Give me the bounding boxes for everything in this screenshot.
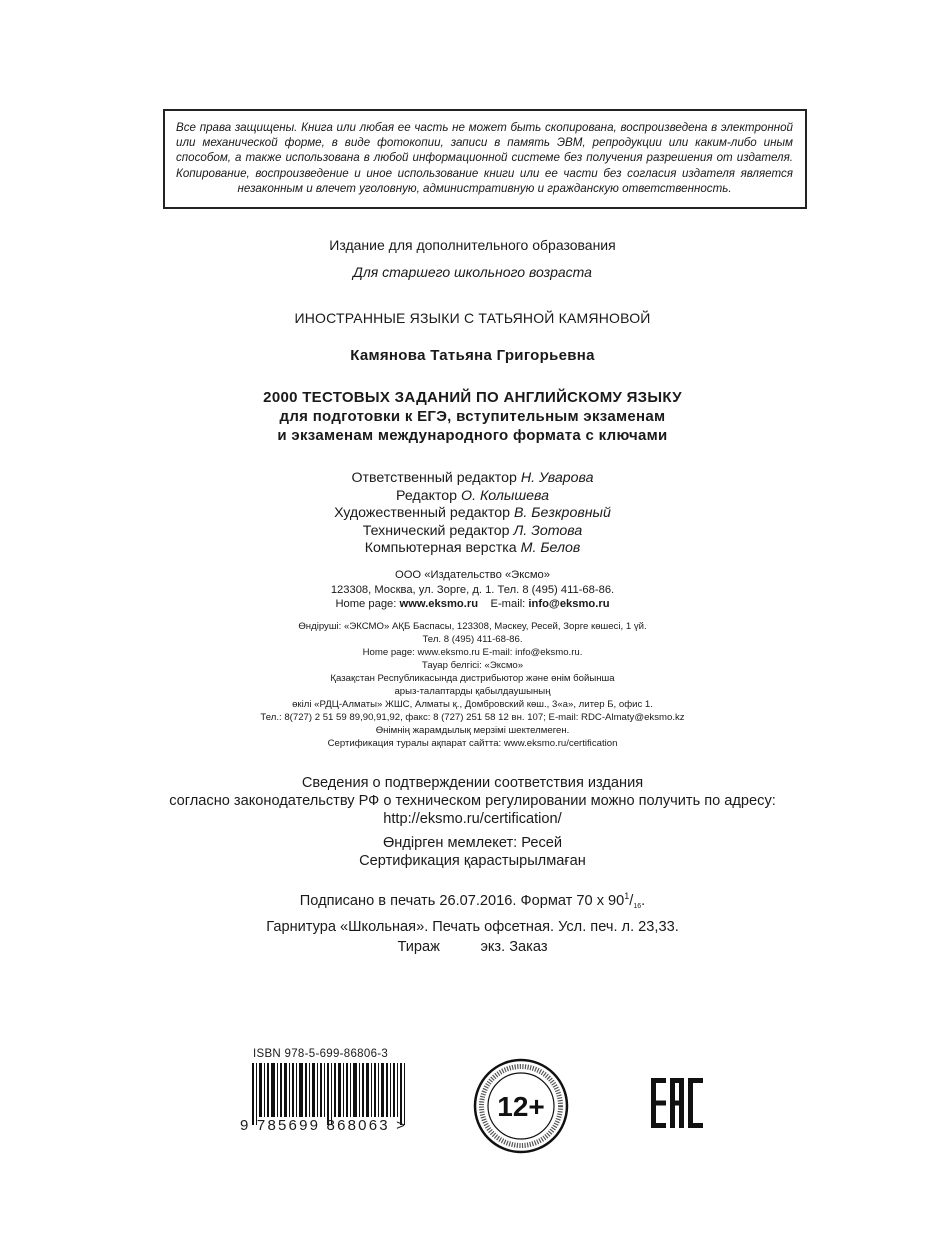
origin-info xyxy=(0,834,945,870)
credit-role: Художественный редактор xyxy=(334,505,510,521)
age-rating-text: 12+ xyxy=(497,1091,545,1122)
kz-info-line: Өндіруші: «ЭКСМО» АҚБ Баспасы, 123308, Мәскеу, Ресей, Зорге көшесі, 1 үй. xyxy=(298,621,647,632)
edition-type: Издание для дополнительного образования xyxy=(329,237,616,253)
publisher-info xyxy=(0,568,945,612)
print-details xyxy=(0,886,945,957)
email-label: E-mail: xyxy=(490,598,526,610)
author-name: Камянова Татьяна Григорьевна xyxy=(350,347,595,364)
book-title-line: для подготовки к ЕГЭ, вступительным экзаменам xyxy=(279,408,666,425)
print-line-text: Подписано в печать 26.07.2016. Формат 70 x 90 xyxy=(299,893,625,909)
print-line-typeface: Гарнитура «Школьная». Печать офсетная. Усл. печ. л. 23,33. xyxy=(266,919,679,935)
home-page-label: Home page: xyxy=(335,598,397,610)
credits-list xyxy=(0,470,945,558)
certification-line: http://eksmo.ru/certification/ xyxy=(383,811,562,827)
credit-line xyxy=(0,488,945,506)
credit-name: Н. Уварова xyxy=(520,470,594,486)
publisher-address: 123308, Москва, ул. Зорге, д. 1. Тел. 8 (495) 411-68-86. xyxy=(330,583,615,596)
credit-name: О. Колышева xyxy=(461,487,549,504)
credit-role: Ответственный редактор xyxy=(351,470,517,486)
credit-line xyxy=(0,470,945,488)
email-address: info@eksmo.ru xyxy=(528,598,610,610)
format-denominator: 16 xyxy=(633,903,642,910)
kz-info-line: Сертификация туралы ақпарат сайтта: www.eksmo.ru/certification xyxy=(327,738,618,749)
certification-line: согласно законодательству РФ о техническом регулировании можно получить по адресу: xyxy=(169,793,776,809)
book-title-line: 2000 ТЕСТОВЫХ ЗАДАНИЙ ПО АНГЛИЙСКОМУ ЯЗЫКУ xyxy=(263,389,682,406)
kazakhstan-distributor-info xyxy=(0,620,945,750)
print-line-signed: Подписано в печать 26.07.2016. Формат 70 x $90^1/_{16}$. xyxy=(299,891,646,910)
book-title xyxy=(0,388,945,445)
copyright-notice-text: Все права защищены. Книга или любая ее часть не может быть скопирована, воспроизведена в электронной или механической форме, в виде фотокопии, записи в память ЭВМ, репродукции или каким-либо иным способом, а также использована в любой информационной системе без получения разрешения от издателя. Копирование, воспроизведение и иное использование книги или ее части без согласия издателя является незаконным и влечет уголовную, административную и гражданскую ответственность. xyxy=(176,121,793,195)
credit-line xyxy=(0,523,945,541)
home-page-url: www.eksmo.ru xyxy=(399,598,479,610)
credit-role: Технический редактор xyxy=(362,522,510,539)
kz-info-line: Қазақстан Республикасында дистрибьютор және өнім бойынша xyxy=(330,673,615,684)
kz-info-line: Өнімнің жарамдылық мерзімі шектелмеген. xyxy=(375,725,570,736)
copyright-notice-box xyxy=(163,109,807,209)
isbn-barcode xyxy=(252,1063,412,1125)
certification-info xyxy=(0,774,945,828)
age-group: Для старшего школьного возраста xyxy=(353,264,592,280)
series-name: ИНОСТРАННЫЕ ЯЗЫКИ С ТАТЬЯНОЙ КАМЯНОВОЙ xyxy=(294,310,651,326)
kz-info-line: Тауар белгісі: «Эксмо» xyxy=(421,660,524,671)
print-order-label: экз. Заказ xyxy=(480,939,548,955)
barcode-digits: 9 785699 868063 > xyxy=(240,1117,408,1134)
format-numerator: 1 xyxy=(624,891,630,901)
kz-info-line: Тел. 8 (495) 411-68-86. xyxy=(422,634,523,645)
certification-line: Сведения о подтверждении соответствия издания xyxy=(301,775,644,791)
kz-info-line: өкілі «РДЦ-Алматы» ЖШС, Алматы қ., Домбровский көш., 3«а», литер Б, офис 1. xyxy=(292,699,653,710)
book-title-line: и экзаменам международного формата с ключами xyxy=(277,427,668,444)
origin-line: Өндірген мемлекет: Ресей xyxy=(382,835,563,851)
kz-info-line: Тел.: 8(727) 2 51 59 89,90,91,92, факс: 8 (727) 251 58 12 вн. 107; E-mail: RDC-Almaty@eksmo.kz xyxy=(260,712,685,723)
print-line-run xyxy=(0,937,945,957)
credit-line xyxy=(0,505,945,523)
credit-name: В. Безкровный xyxy=(513,505,611,521)
kz-info-line: Home page: www.eksmo.ru E-mail: info@eksmo.ru. xyxy=(362,647,583,658)
print-run-label: Тираж xyxy=(397,939,440,955)
credit-line xyxy=(0,540,945,558)
isbn-label: ISBN 978-5-699-86806-3 xyxy=(253,1048,389,1060)
kz-info-line: арыз-талаптарды қабылдаушының xyxy=(394,686,551,697)
eac-mark-icon xyxy=(651,1078,703,1128)
credit-name: Л. Зотова xyxy=(513,522,583,539)
origin-line: Сертификация қарастырылмаған xyxy=(359,853,586,869)
publisher-name: ООО «Издательство «Эксмо» xyxy=(395,569,550,581)
age-rating-badge xyxy=(471,1056,571,1156)
publisher-contacts xyxy=(0,597,945,612)
credit-role: Компьютерная верстка xyxy=(364,540,517,556)
credit-name: М. Белов xyxy=(520,540,581,556)
credit-role: Редактор xyxy=(396,487,458,504)
